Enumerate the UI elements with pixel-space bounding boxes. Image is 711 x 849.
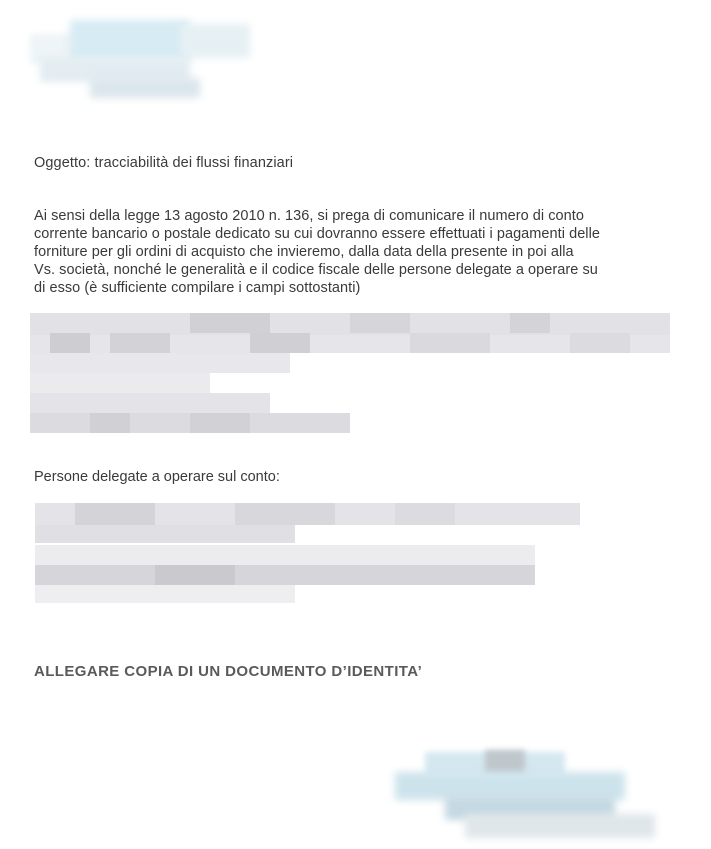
redacted-account-fields bbox=[30, 313, 670, 435]
body-line: di esso (è sufficiente compilare i campi sottostanti) bbox=[34, 280, 361, 296]
subject-line: Oggetto: tracciabilità dei flussi finanziari bbox=[34, 155, 294, 171]
body-line: Vs. società, nonché le generalità e il codice fiscale delle persone delegate a operare su bbox=[34, 262, 598, 278]
redacted-delegate-fields bbox=[35, 503, 580, 603]
body-line: Ai sensi della legge 13 agosto 2010 n. 136, si prega di comunicare il numero di conto bbox=[34, 208, 584, 224]
body-line: forniture per gli ordini di acquisto che invieremo, dalla data della presente in poi alla bbox=[34, 244, 574, 260]
body-line: corrente bancario o postale dedicato su cui dovranno essere effettuati i pagamenti delle bbox=[34, 226, 600, 242]
letter-body bbox=[34, 207, 674, 297]
redacted-header-logo bbox=[30, 14, 260, 106]
delegates-label: Persone delegate a operare sul conto: bbox=[34, 469, 280, 485]
redacted-signature-stamp bbox=[385, 748, 665, 844]
attachment-notice: ALLEGARE COPIA DI UN DOCUMENTO D’IDENTITA’ bbox=[34, 663, 423, 680]
